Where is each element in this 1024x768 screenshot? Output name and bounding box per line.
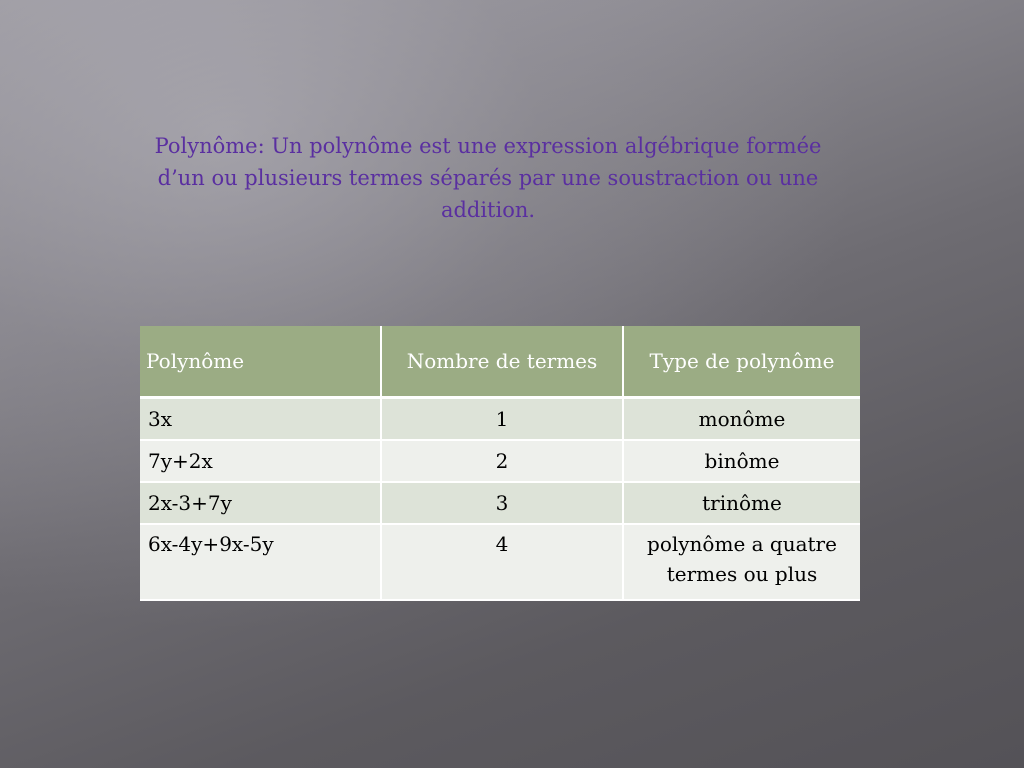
cell-expression: 6x-4y+9x-5y <box>140 524 381 600</box>
header-nombre-de-termes: Nombre de termes <box>381 326 623 398</box>
cell-expression: 3x <box>140 398 381 441</box>
cell-type: monôme <box>623 398 860 441</box>
table-row <box>140 524 860 600</box>
table-header-row <box>140 326 860 398</box>
table-row <box>140 398 860 441</box>
table-row <box>140 440 860 482</box>
header-polynome: Polynôme <box>140 326 381 398</box>
cell-type: polynôme a quatre termes ou plus <box>623 524 860 600</box>
header-type-de-polynome: Type de polynôme <box>623 326 860 398</box>
cell-term-count: 1 <box>381 398 623 441</box>
cell-term-count: 2 <box>381 440 623 482</box>
table-row <box>140 482 860 524</box>
cell-expression: 7y+2x <box>140 440 381 482</box>
cell-expression: 2x-3+7y <box>140 482 381 524</box>
polynomial-table <box>140 326 860 601</box>
cell-type: binôme <box>623 440 860 482</box>
cell-term-count: 4 <box>381 524 623 600</box>
cell-type: trinôme <box>623 482 860 524</box>
cell-term-count: 3 <box>381 482 623 524</box>
definition-text: Polynôme: Un polynôme est une expression algébrique formée d’un ou plusieurs termes séparés par une soustraction ou une addition. <box>154 134 822 222</box>
